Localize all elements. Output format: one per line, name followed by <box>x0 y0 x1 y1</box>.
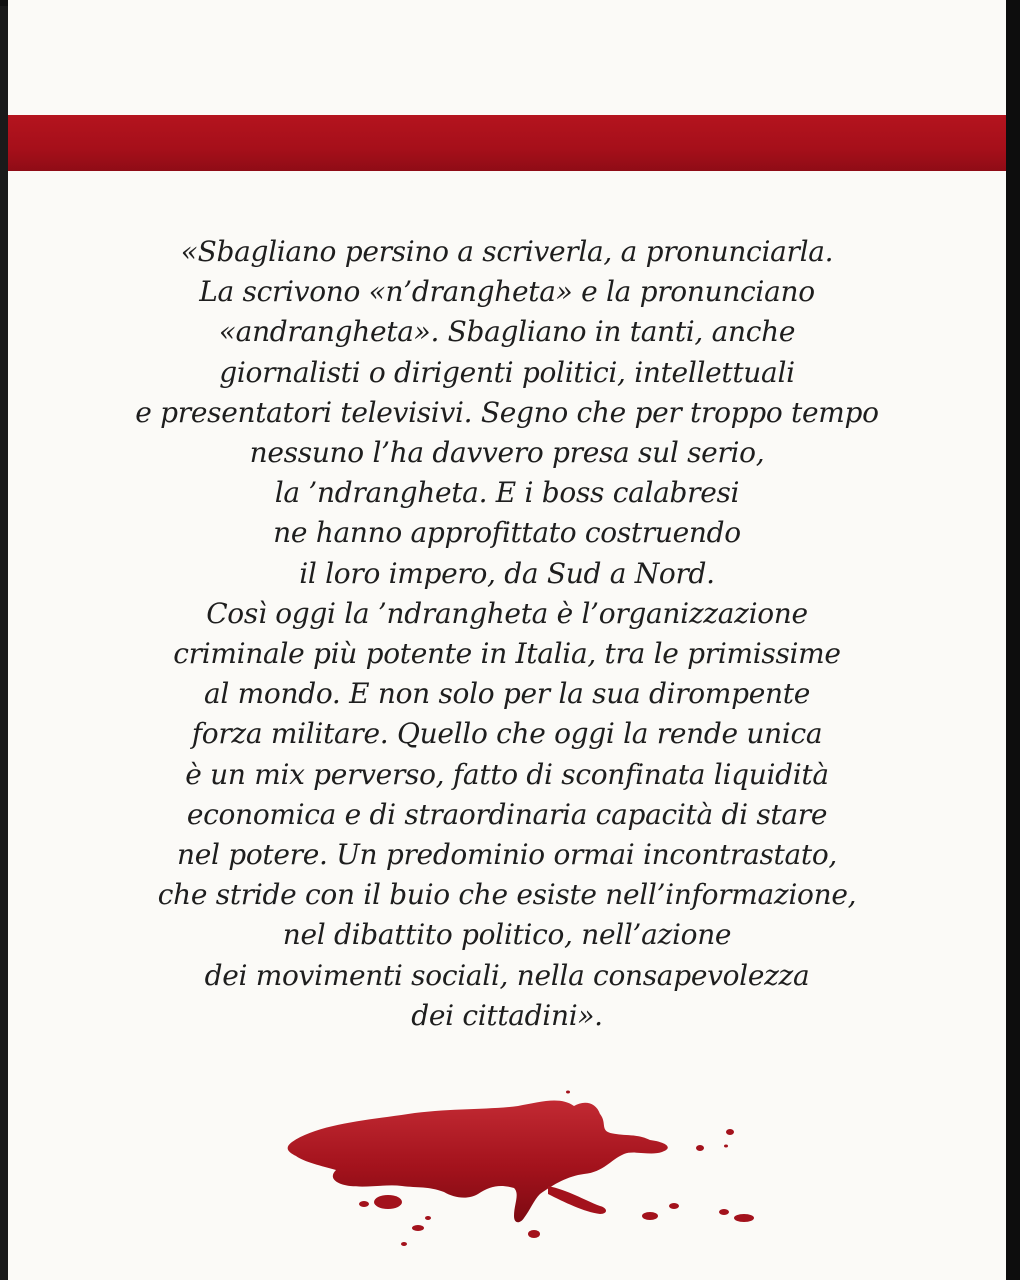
quote-line: e presentatori televisivi. Segno che per troppo tempo <box>135 395 879 429</box>
quote-line: che stride con il buio che esiste nell’informazione, <box>157 878 857 912</box>
quote-line: dei cittadini». <box>411 998 603 1032</box>
red-band <box>8 115 1006 171</box>
quote-line: Così oggi la ’ndrangheta è l’organizzazione <box>206 596 808 630</box>
quote-line: nel potere. Un predominio ormai incontrastato, <box>176 838 838 872</box>
scan-right-edge <box>1006 0 1020 1280</box>
quote-line: nessuno l’ha davvero presa sul serio, <box>249 436 765 470</box>
quote-line: giornalisti o dirigenti politici, intellettuali <box>219 355 795 389</box>
quote-line: «Sbagliano persino a scriverla, a pronunciarla. <box>180 235 834 268</box>
quote-line: dei movimenti sociali, nella consapevolezza <box>204 958 810 992</box>
quote-line: nel dibattito politico, nell’azione <box>282 918 732 952</box>
quote-line: economica e di straordinaria capacità di stare <box>186 797 828 831</box>
quote-line: criminale più potente in Italia, tra le primissime <box>173 637 841 671</box>
quote-line: forza militare. Quello che oggi la rende unica <box>191 717 823 751</box>
quote-line: è un mix perverso, fatto di sconfinata liquidità <box>185 757 829 791</box>
quote-line: La scrivono «n’drangheta» e la pronunciano <box>199 275 815 309</box>
quote-line: il loro impero, da Sud a Nord. <box>299 556 715 590</box>
quote-line: «andrangheta». Sbagliano in tanti, anche <box>218 315 796 349</box>
quote-line: ne hanno approfittato costruendo <box>273 516 741 550</box>
quote-line: la ’ndrangheta. E i boss calabresi <box>274 476 740 510</box>
back-cover <box>8 0 1006 1280</box>
quote-line: al mondo. E non solo per la sua dirompente <box>204 677 810 711</box>
blood-splatter-image <box>278 1090 778 1260</box>
blurb-quote <box>8 232 1006 1036</box>
